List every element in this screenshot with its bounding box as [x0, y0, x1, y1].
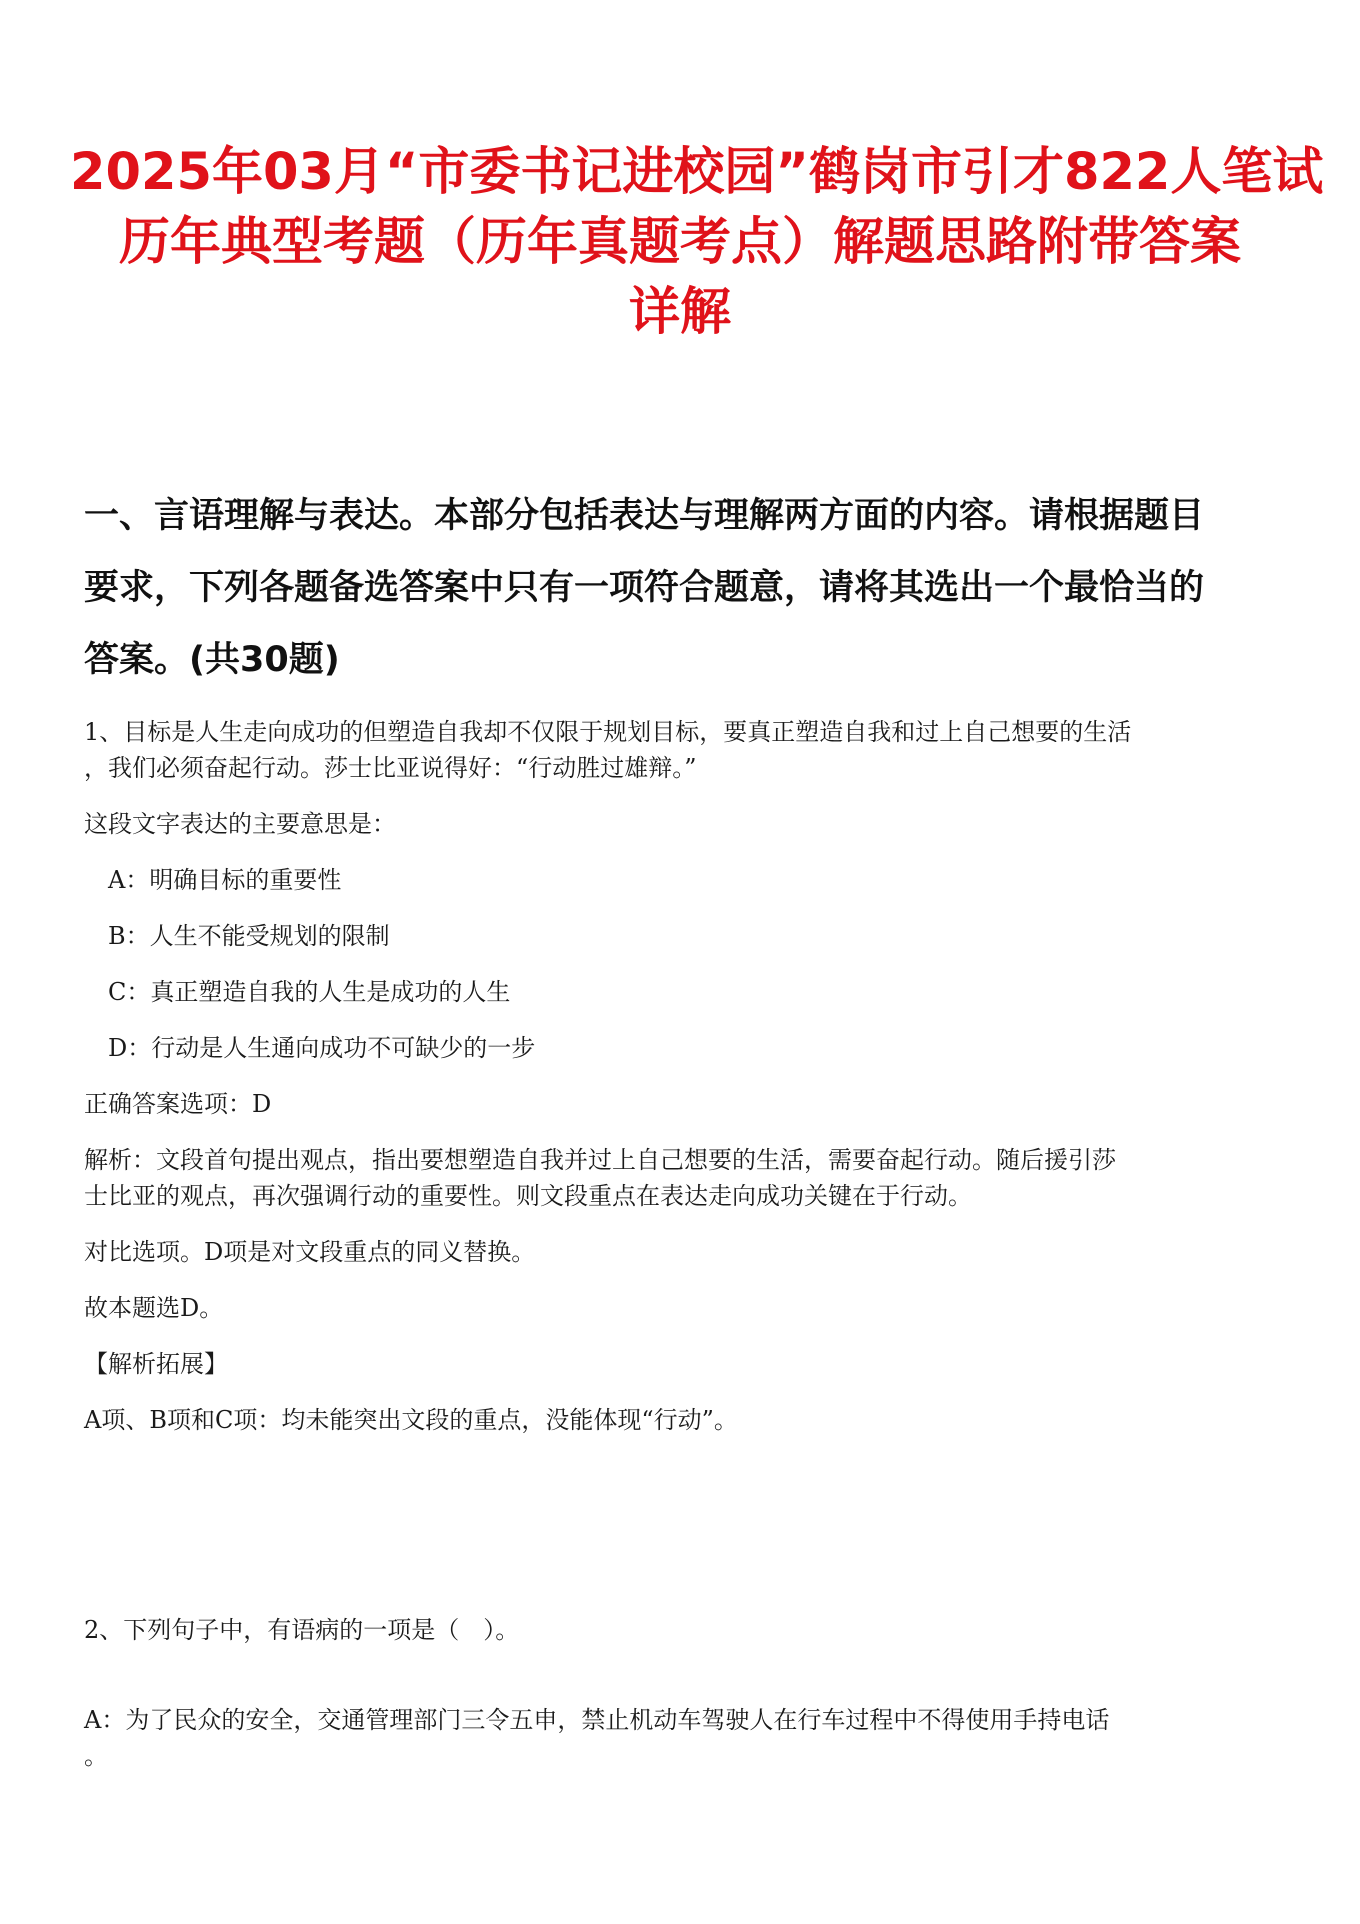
question-2-option-a: A：为了民众的安全，交通管理部门三令五申，禁止机动车驾驶人在行车过程中不得使用手持电话: [84, 1706, 1110, 1734]
title-line: 2025年03月“市委书记进校园”鹤岗市引才822人笔试: [70, 143, 1324, 202]
question-1-option-d: D：行动是人生通向成功不可缺少的一步: [108, 1034, 536, 1062]
question-1-compare: 对比选项。D项是对文段重点的同义替换。: [84, 1238, 536, 1266]
question-1-option-c: C：真正塑造自我的人生是成功的人生: [108, 978, 511, 1006]
question-1-stem: 1、目标是人生走向成功的但塑造自我却不仅限于规划目标，要真正塑造自我和过上自己想要的生活: [84, 718, 1132, 746]
question-1-extension-text: A项、B项和C项：均未能突出文段的重点，没能体现“行动”。: [84, 1406, 738, 1434]
document-title: [70, 138, 1324, 348]
question-1-stem: ，我们必须奋起行动。莎士比亚说得好：“行动胜过雄辩。”: [84, 754, 697, 782]
section-heading-line: 要求，下列各题备选答案中只有一项符合题意，请将其选出一个最恰当的: [84, 568, 1205, 608]
question-1-extension-heading: 【解析拓展】: [84, 1350, 228, 1378]
section-heading-line: 一、言语理解与表达。本部分包括表达与理解两方面的内容。请根据题目: [84, 496, 1205, 536]
question-1-option-b: B：人生不能受规划的限制: [108, 922, 390, 950]
title-line: 详解: [628, 283, 731, 342]
question-2-option-a: 。: [84, 1742, 108, 1770]
section-heading-line: 答案。(共30题): [84, 640, 340, 680]
question-1-conclusion: 故本题选D。: [84, 1294, 224, 1322]
question-2-stem: 2、下列句子中，有语病的一项是（ ）。: [84, 1616, 520, 1644]
title-line: 历年典型考题（历年真题考点）解题思路附带答案: [118, 213, 1241, 272]
question-1-prompt: 这段文字表达的主要意思是：: [84, 810, 396, 838]
question-1-option-a: A：明确目标的重要性: [108, 866, 342, 894]
question-1-analysis: 士比亚的观点，再次强调行动的重要性。则文段重点在表达走向成功关键在于行动。: [84, 1182, 972, 1210]
question-1-answer: 正确答案选项：D: [84, 1090, 272, 1118]
section-heading: [84, 480, 1284, 696]
question-1-analysis: 解析：文段首句提出观点，指出要想塑造自我并过上自己想要的生活，需要奋起行动。随后援引莎: [84, 1146, 1116, 1174]
